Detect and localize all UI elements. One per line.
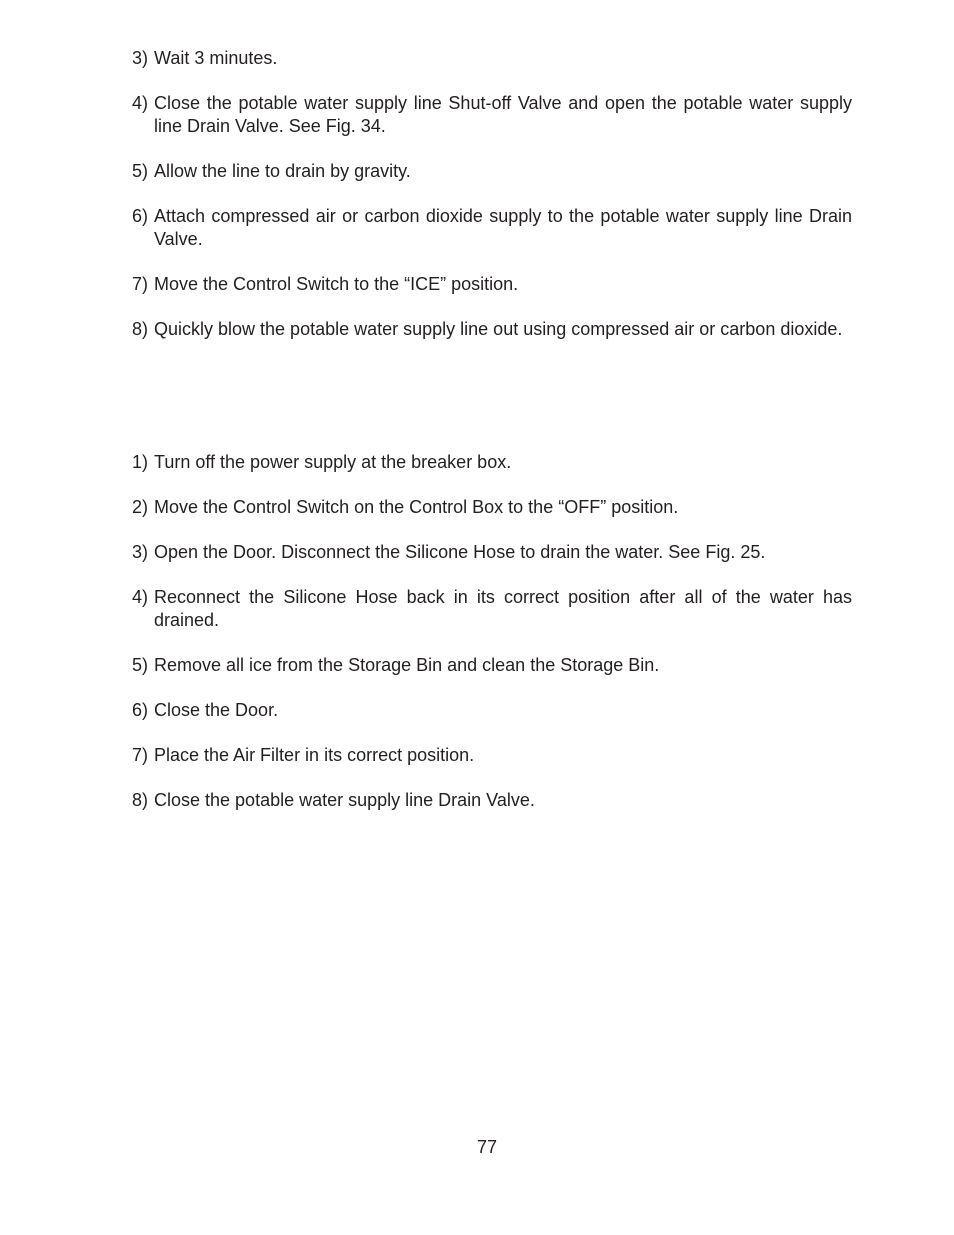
item-text: Allow the line to drain by gravity. xyxy=(154,161,411,181)
item-text: Open the Door. Disconnect the Silicone Hose to drain the water. See Fig. 25. xyxy=(154,542,766,562)
list-item xyxy=(132,744,852,767)
item-number: 2) xyxy=(132,497,149,517)
list-item xyxy=(132,496,852,519)
item-text: Close the potable water supply line Shut-off Valve and open the potable water supply line Drain Valve. See Fig. 34. xyxy=(154,93,852,136)
item-text: Attach compressed air or carbon dioxide supply to the potable water supply line Drain Valve. xyxy=(154,206,852,249)
item-number: 7) xyxy=(132,274,149,294)
item-text: Place the Air Filter in its correct position. xyxy=(154,745,475,765)
list-item xyxy=(132,451,852,474)
list-item xyxy=(132,541,852,564)
list-item xyxy=(132,205,852,251)
item-text: Quickly blow the potable water supply line out using compressed air or carbon dioxide. xyxy=(154,319,843,339)
item-number: 4) xyxy=(132,587,149,607)
item-number: 5) xyxy=(132,655,149,675)
instruction-list xyxy=(132,451,852,834)
item-number: 8) xyxy=(132,790,149,810)
item-text: Move the Control Switch on the Control Box to the “OFF” position. xyxy=(154,497,679,517)
instruction-list-continued xyxy=(132,47,852,363)
item-number: 6) xyxy=(132,700,149,720)
list-item xyxy=(132,654,852,677)
item-text: Reconnect the Silicone Hose back in its correct position after all of the water has drained. xyxy=(154,587,852,630)
list-item xyxy=(132,586,852,632)
list-item xyxy=(132,47,852,70)
list-item xyxy=(132,789,852,812)
item-text: Wait 3 minutes. xyxy=(154,48,278,68)
item-text: Close the Door. xyxy=(154,700,279,720)
list-item xyxy=(132,699,852,722)
list-item xyxy=(132,273,852,296)
item-number: 7) xyxy=(132,745,149,765)
item-number: 1) xyxy=(132,452,149,472)
item-text: Remove all ice from the Storage Bin and clean the Storage Bin. xyxy=(154,655,660,675)
item-text: Close the potable water supply line Drain Valve. xyxy=(154,790,535,810)
item-text: Move the Control Switch to the “ICE” position. xyxy=(154,274,519,294)
page-number: 77 xyxy=(476,1137,498,1157)
item-number: 5) xyxy=(132,161,149,181)
item-number: 8) xyxy=(132,319,149,339)
item-text: Turn off the power supply at the breaker box. xyxy=(154,452,512,472)
item-number: 3) xyxy=(132,48,149,68)
list-item xyxy=(132,160,852,183)
list-item xyxy=(132,92,852,138)
item-number: 4) xyxy=(132,93,149,113)
item-number: 6) xyxy=(132,206,149,226)
list-item xyxy=(132,318,852,341)
item-number: 3) xyxy=(132,542,149,562)
